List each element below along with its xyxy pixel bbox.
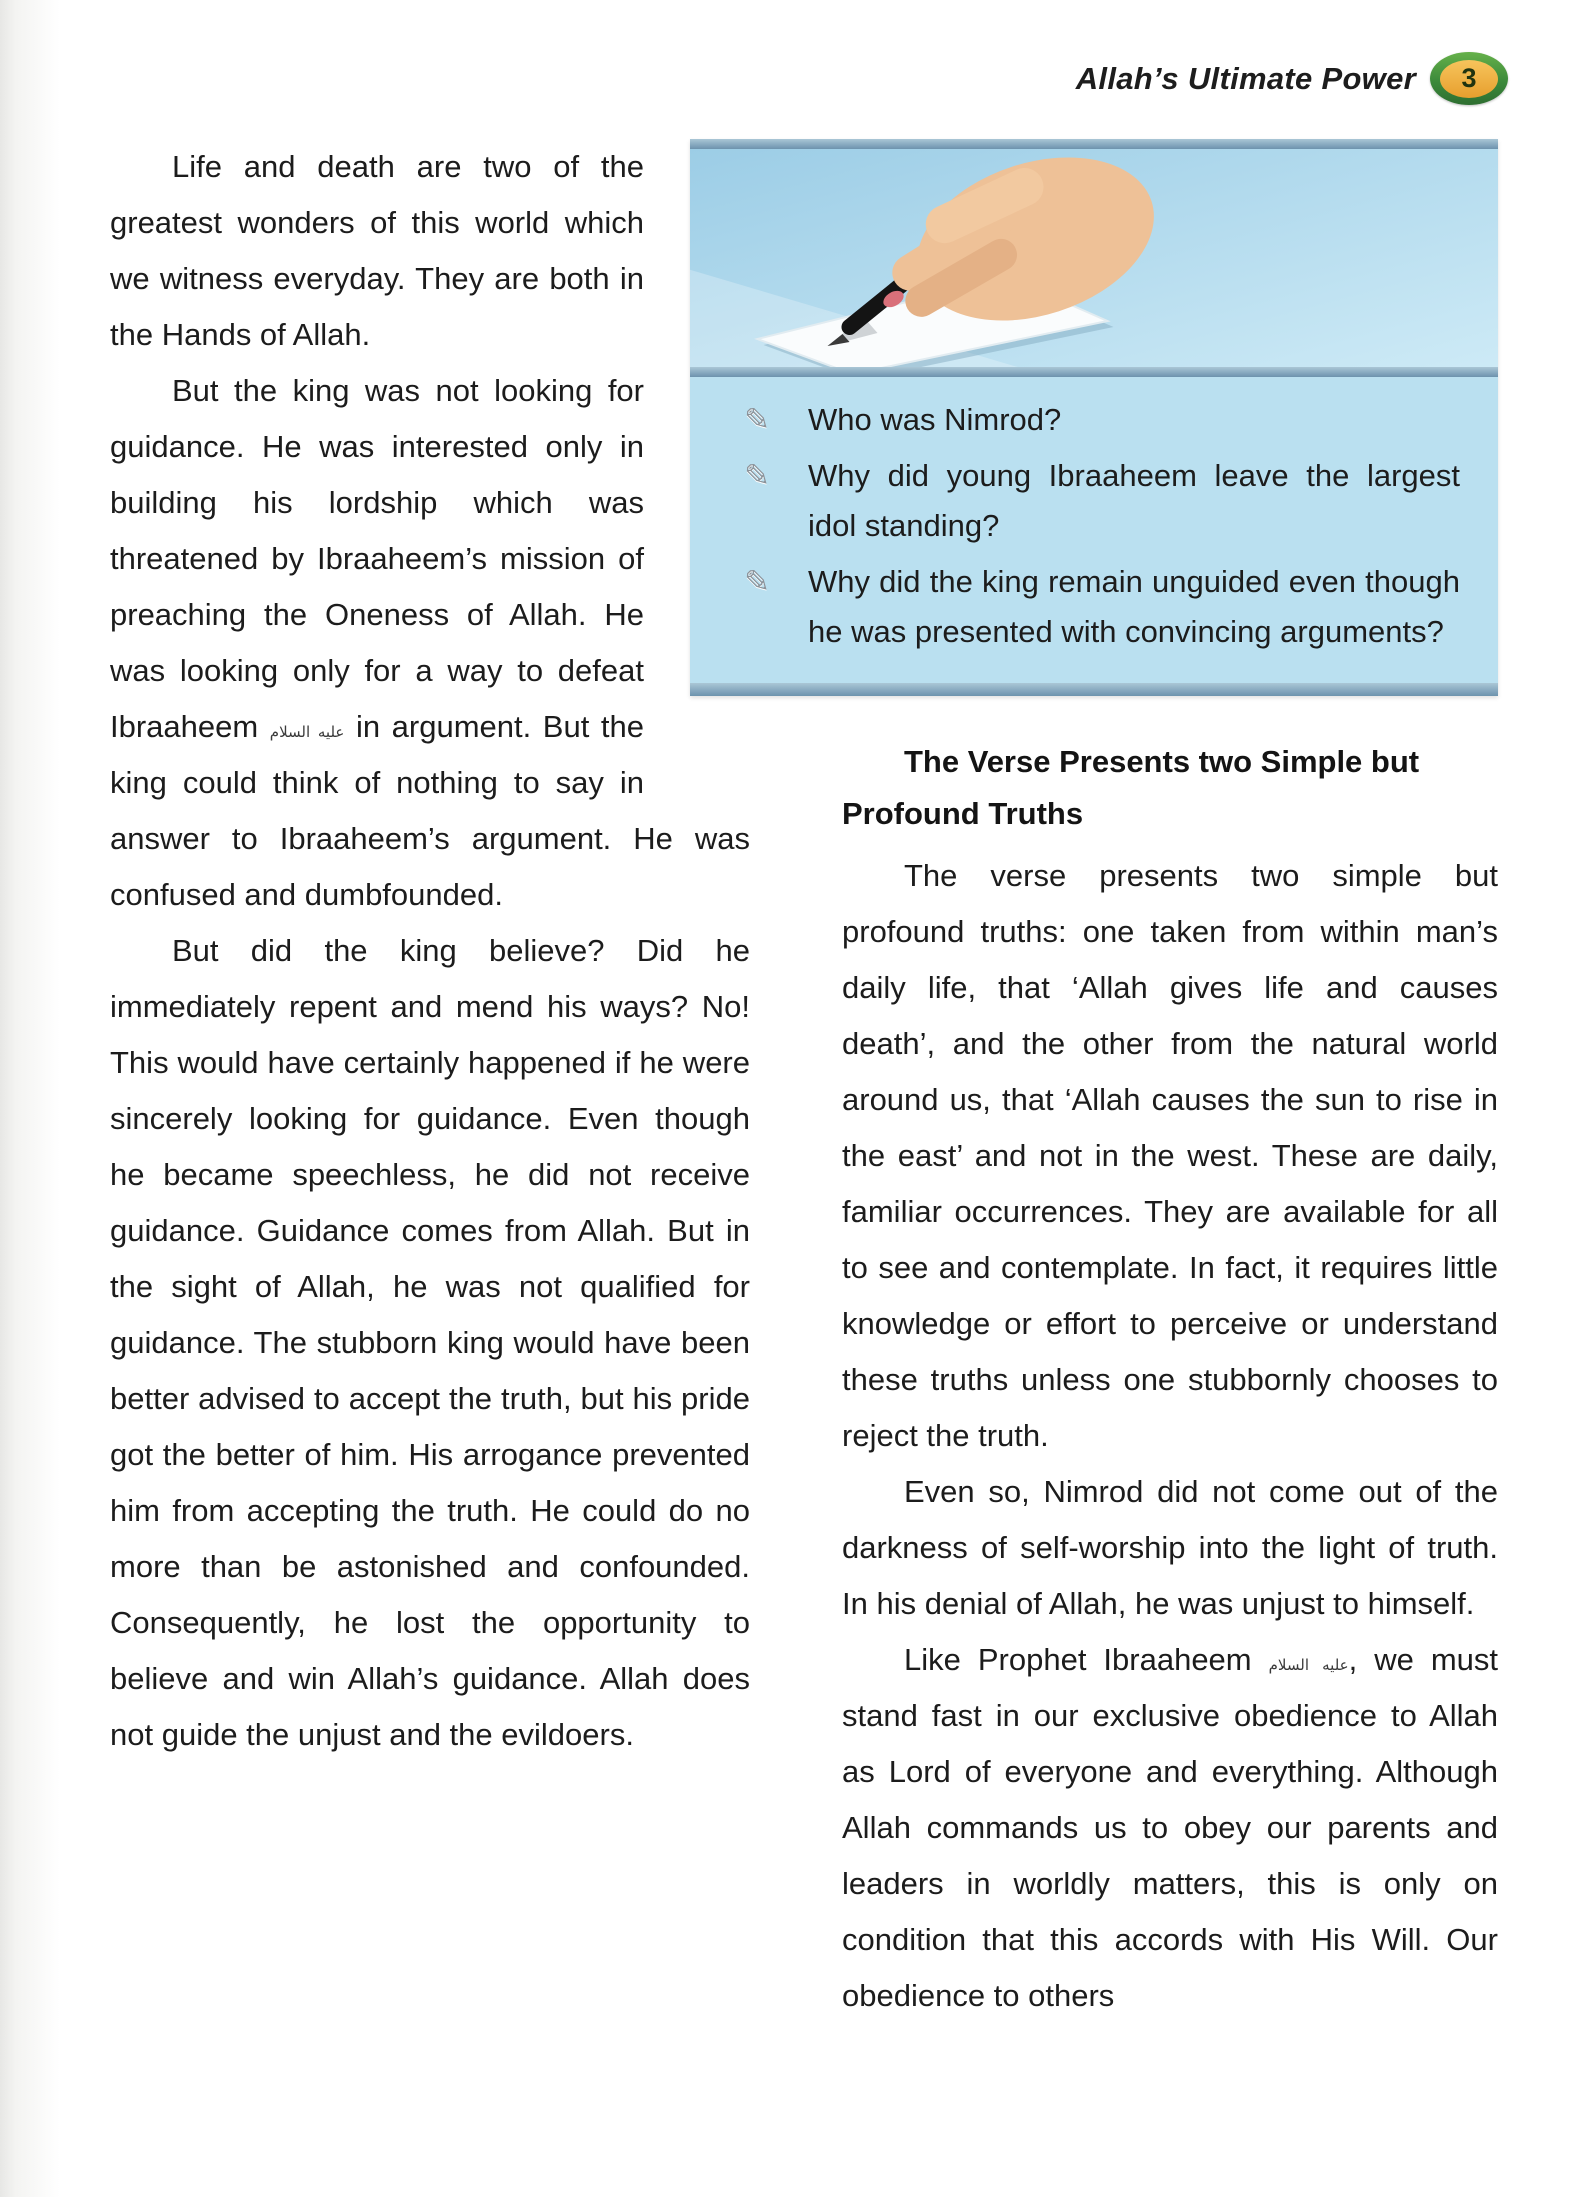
paragraph-text: in argument. But the king could think of nothing to say in answer to Ibraaheem’s argument. He was confused and dumbfounded. xyxy=(110,709,750,912)
paragraph-text: , we must stand fast in our exclusive obedience to Allah as Lord of everyone and everything. Although Allah commands us to obey our parents and leaders in worldly matters, this is only on condition that this accords with His Will. Our obedience to others xyxy=(842,1642,1498,2013)
right-column xyxy=(744,139,1498,2024)
question-text: Why did the king remain unguided even though he was presented with convincing arguments? xyxy=(808,564,1460,649)
paragraph-did-king-believe: But did the king believe? Did he immediately repent and mend his ways? No! This would have certainly happened if he were sincerely looking for guidance. Even though he became speechless, he did not receive guidance. Guidance comes from Allah. But in the sight of Allah, he was not qualified for guidance. The stubborn king would have been better advised to accept the truth, but his pride got the better of him. His arrogance prevented him from accepting the truth. He could do no more than be astonished and confounded. Consequently, he lost the opportunity to believe and win Allah’s guidance. Allah does not guide the unjust and the evildoers. xyxy=(110,933,750,1752)
question-text: Why did young Ibraaheem leave the largest idol standing? xyxy=(808,458,1460,543)
page-header xyxy=(0,0,1588,105)
page-number: 3 xyxy=(1440,60,1498,98)
paragraph-life-and-death: Life and death are two of the greatest wonders of this world which we witness everyday. They are both in the Hands of Allah. xyxy=(110,149,644,352)
hand-writing-illustration xyxy=(690,149,1498,367)
paragraph-text: Like Prophet Ibraaheem xyxy=(904,1642,1252,1677)
paragraph-text: But the king was not looking for guidance. He was interested only in building his lordship which was threatened by Ibraaheem’s mission of preaching the Oneness of Allah. He was looking only for a way to defeat Ibraaheem xyxy=(110,373,644,744)
question-list xyxy=(690,377,1498,683)
question-item xyxy=(690,395,1460,445)
pencil-icon: ✎ xyxy=(744,564,770,600)
question-text: Who was Nimrod? xyxy=(808,402,1062,437)
divider-bar-bottom xyxy=(690,683,1498,696)
page-title: Allah’s Ultimate Power xyxy=(1075,60,1416,96)
alayhis-salam-honorific: عليه السلام xyxy=(1268,1656,1349,1674)
divider-bar-middle xyxy=(690,367,1498,377)
section-heading: The Verse Presents two Simple but Profound Truths xyxy=(842,744,1420,831)
left-column xyxy=(110,139,750,2024)
question-item xyxy=(690,451,1460,551)
alayhis-salam-honorific: عليه السلام xyxy=(269,723,345,741)
paragraph-like-prophet xyxy=(842,1632,1498,2024)
question-item xyxy=(690,557,1460,657)
paragraph-even-so-nimrod: Even so, Nimrod did not come out of the darkness of self-worship into the light of truth. In his denial of Allah, he was unjust to himself. xyxy=(842,1474,1498,1621)
divider-bar-top xyxy=(690,139,1498,149)
page-number-badge xyxy=(1430,52,1508,105)
page-content xyxy=(0,105,1588,2024)
question-box xyxy=(690,139,1498,696)
paragraph-two-truths: The verse presents two simple but profound truths: one taken from within man’s daily life, that ‘Allah gives life and causes death’, and the other from the natural world around us, that ‘Allah causes the sun to rise in the east’ and not in the west. These are daily, familiar occurrences. They are available for all to see and contemplate. In fact, it requires little knowledge or effort to perceive or understand these truths unless one stubbornly chooses to reject the truth. xyxy=(842,858,1498,1453)
pencil-icon: ✎ xyxy=(744,402,770,438)
pencil-icon: ✎ xyxy=(744,458,770,494)
